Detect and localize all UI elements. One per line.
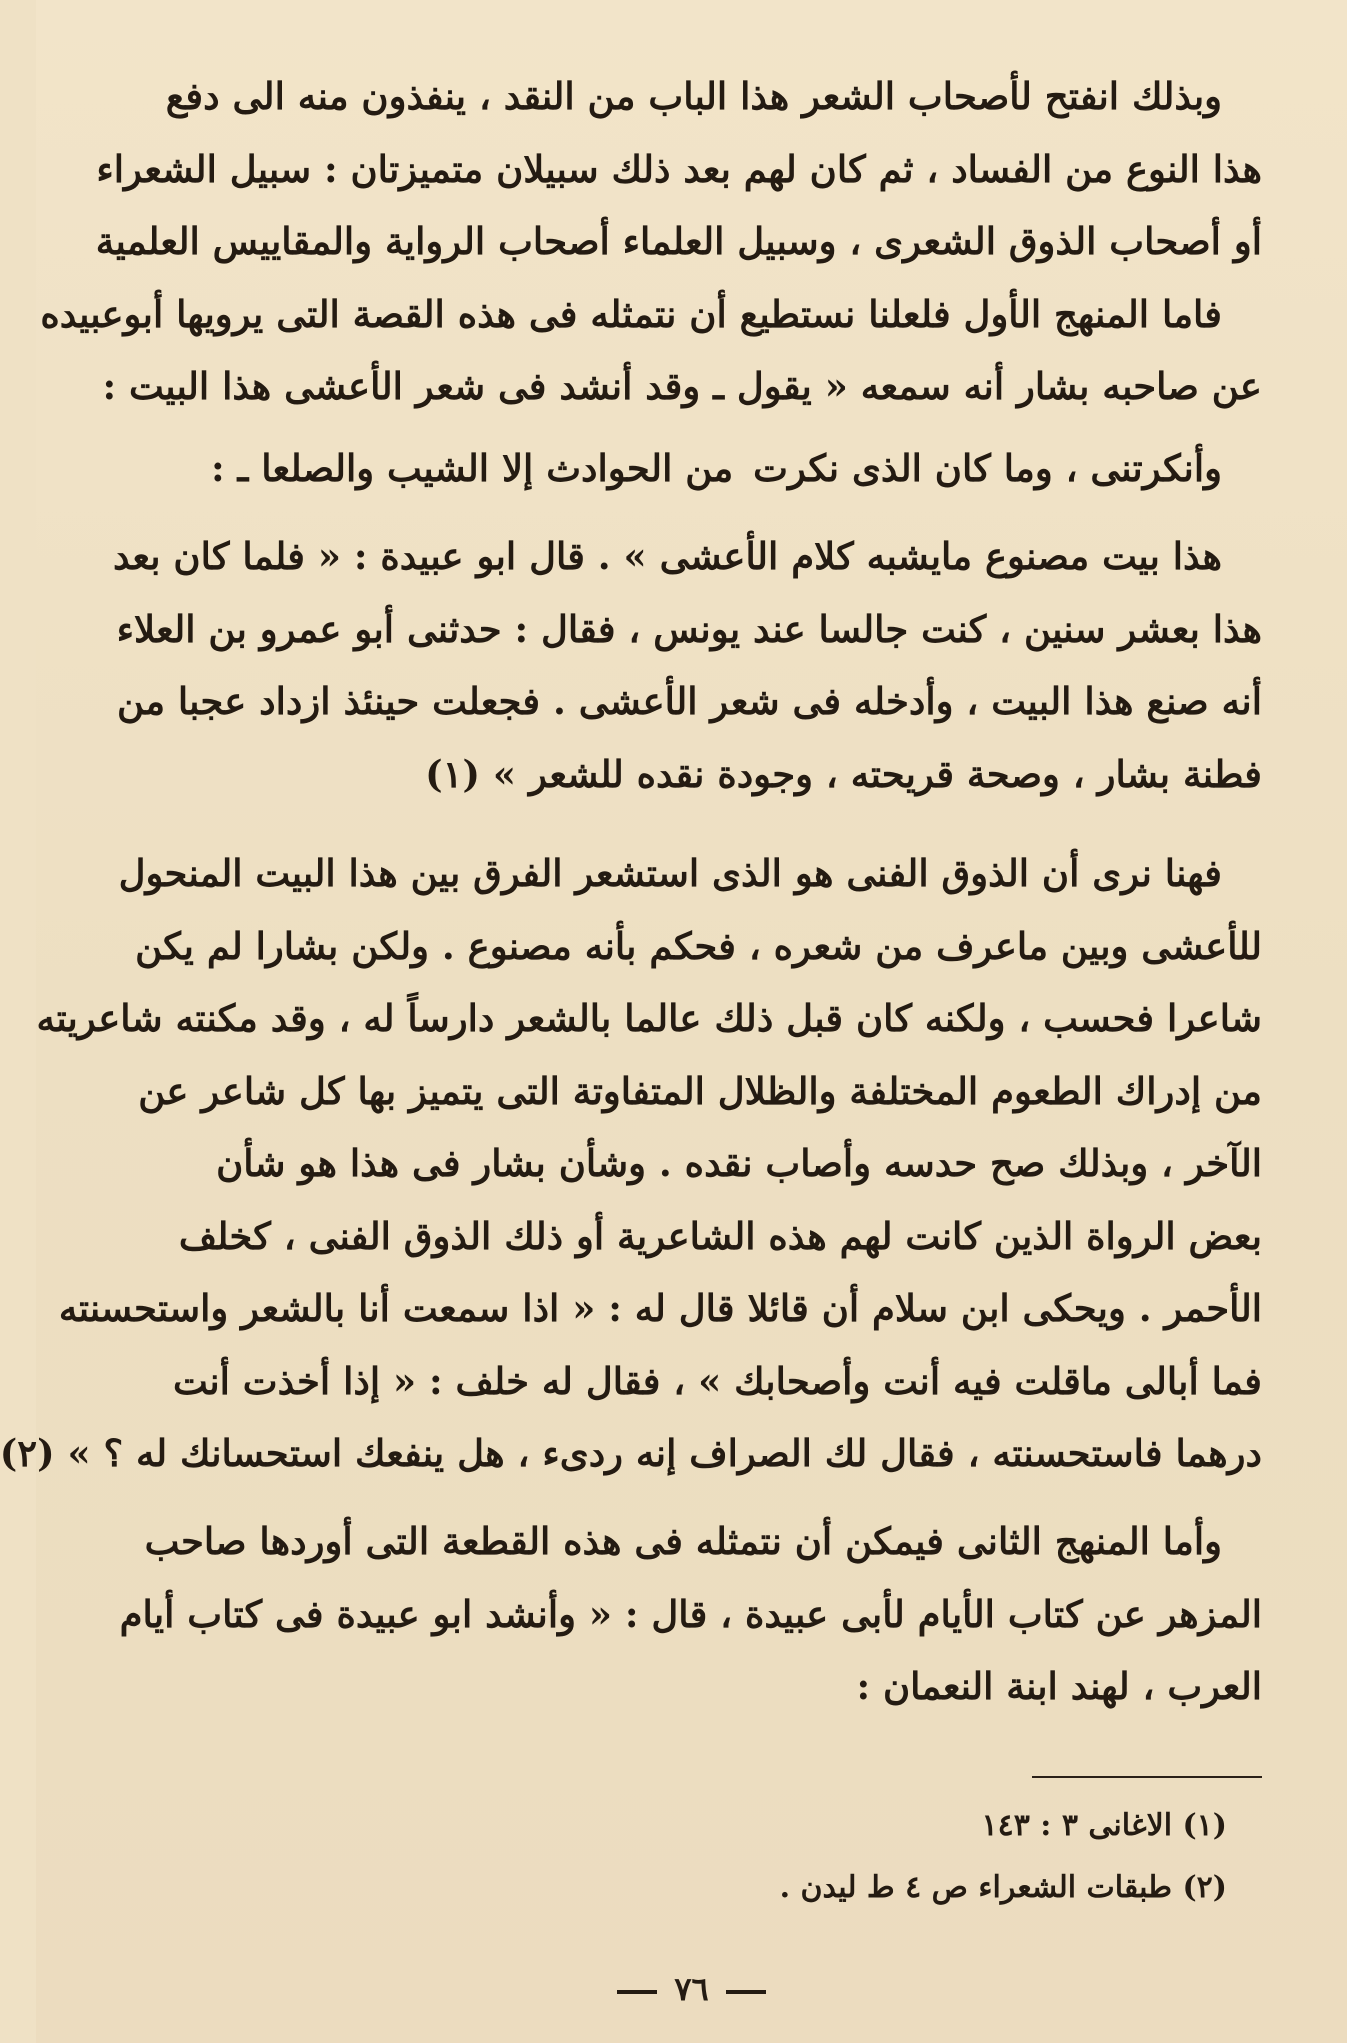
text-line: عن صاحبه بشار أنه سمعه « يقول ـ وقد أنشد فى شعر الأعشى هذا البيت :: [102, 364, 1262, 408]
text-line: أنه صنع هذا البيت ، وأدخله فى شعر الأعشى . فجعلت حينئذ ازداد عجبا من: [117, 679, 1262, 723]
verse-line: [121, 432, 1262, 505]
text-line: هذا بيت مصنوع مايشبه كلام الأعشى » . قال ابو عبيدة : « فلما كان بعد: [112, 534, 1222, 578]
text-line: درهما فاستحسنته ، فقال لك الصراف إنه ردىء ، هل ينفعك استحسانك له ؟ » (٢): [0, 1431, 1262, 1475]
page-number-value: ٧٦: [674, 1970, 709, 2008]
footnote-2: (٢) طبقات الشعراء ص ٤ ط ليدن .: [779, 1870, 1227, 1905]
text-line: فاما المنهج الأول فلعلنا نستطيع أن نتمثله فى هذه القصة التى يرويها أبوعبيده: [40, 291, 1222, 336]
footnote-1: (١) الاغانى ٣ : ١٤٣: [981, 1808, 1227, 1843]
text-line: من إدراك الطعوم المختلفة والظلال المتفاوتة التى يتميز بها كل شاعر عن: [138, 1068, 1262, 1113]
text-line: وأما المنهج الثانى فيمكن أن نتمثله فى هذه القطعة التى أوردها صاحب: [144, 1519, 1222, 1563]
text-line: هذا بعشر سنين ، كنت جالسا عند يونس ، فقال : حدثنى أبو عمرو بن العلاء: [116, 606, 1262, 651]
text-line: فطنة بشار ، وصحة قريحته ، وجودة نقده للشعر » (١): [425, 751, 1262, 796]
text-line: المزهر عن كتاب الأيام لأبى عبيدة ، قال : « وأنشد ابو عبيدة فى كتاب أيام: [119, 1591, 1262, 1636]
footnotes: [156, 1795, 1227, 1919]
text-line: الأحمر . ويحكى ابن سلام أن قائلا قال له : « اذا سمعت أنا بالشعر واستحسنته: [58, 1286, 1262, 1330]
text-line: أو أصحاب الذوق الشعرى ، وسبيل العلماء أصحاب الرواية والمقاييس العلمية: [95, 219, 1262, 263]
verse-second-hemistich: من الحوادث إلا الشيب والصلعا ـ :: [211, 446, 734, 490]
verse-first-hemistich: وأنكرتنى ، وما كان الذى نكرت: [753, 446, 1222, 490]
page-number-dash: [726, 1990, 766, 1994]
footnote-divider: [1032, 1776, 1262, 1778]
paragraph-second-method: [121, 1505, 1262, 1723]
text-line: للأعشى وبين ماعرف من شعره ، فحكم بأنه مصنوع . ولكن بشارا لم يكن: [135, 923, 1262, 968]
text-line: الآخر ، وبذلك صح حدسه وأصاب نقده . وشأن بشار فى هذا هو شأن: [216, 1141, 1262, 1185]
text-line: بعض الرواة الذين كانت لهم هذه الشاعرية أو ذلك الذوق الفنى ، كخلف: [178, 1213, 1262, 1258]
text-line: شاعرا فحسب ، ولكنه كان قبل ذلك عالما بالشعر دارساً له ، وقد مكنته شاعريته: [36, 996, 1262, 1040]
text-line: فما أبالى ماقلت فيه أنت وأصحابك » ، فقال له خلف : « إذا أخذت أنت: [173, 1358, 1262, 1403]
text-line: وبذلك انفتح لأصحاب الشعر هذا الباب من النقد ، ينفذون منه الى دفع: [165, 74, 1222, 118]
text-line: هذا النوع من الفساد ، ثم كان لهم بعد ذلك سبيلان متميزتان : سبيل الشعراء: [96, 146, 1262, 191]
paragraph-intro: [40, 60, 1262, 423]
page-number-dash: [617, 1990, 657, 1994]
page-number: [36, 1970, 1347, 2008]
text-line: فهنا نرى أن الذوق الفنى هو الذى استشعر الفرق بين هذا البيت المنحول: [118, 851, 1222, 895]
paragraph-analysis: [0, 837, 1262, 1490]
text-line: العرب ، لهند ابنة النعمان :: [856, 1664, 1262, 1708]
paragraph-quote: [112, 520, 1262, 810]
